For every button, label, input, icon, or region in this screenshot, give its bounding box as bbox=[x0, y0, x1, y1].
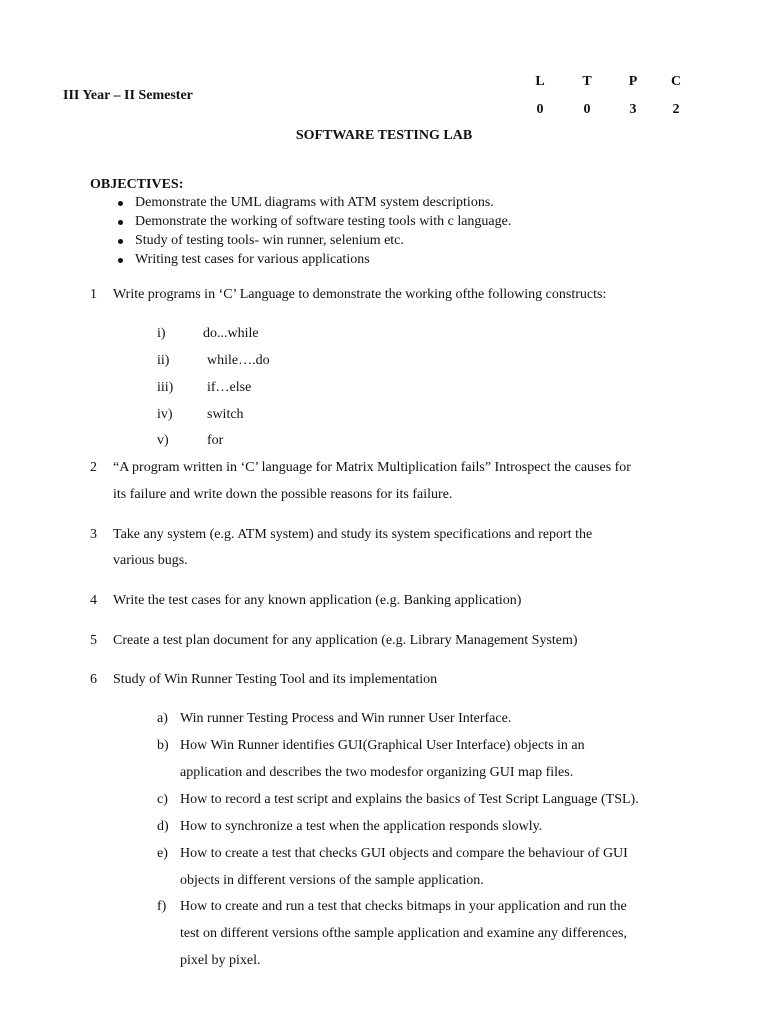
construct-text: for bbox=[207, 433, 224, 448]
exercise-text: its failure and write down the possible reasons for its failure. bbox=[113, 487, 453, 502]
exercise-number: 5 bbox=[90, 633, 97, 648]
subtask-text: How to record a test script and explains the basics of Test Script Language (TSL). bbox=[180, 792, 639, 807]
construct-text: do...while bbox=[203, 326, 259, 341]
exercise-number: 3 bbox=[90, 527, 97, 542]
exercise-text: Write programs in ‘C’ Language to demonstrate the working ofthe following constructs: bbox=[113, 287, 607, 302]
subtask-text: How Win Runner identifies GUI(Graphical User Interface) objects in an bbox=[180, 738, 585, 753]
construct-marker: iii) bbox=[157, 380, 174, 395]
subtask-marker: c) bbox=[157, 792, 168, 807]
exercise-text: various bugs. bbox=[113, 553, 188, 568]
subtask-text: pixel by pixel. bbox=[180, 953, 261, 968]
bullet-icon bbox=[118, 239, 123, 244]
subtask-text: objects in different versions of the sample application. bbox=[180, 873, 484, 888]
exercise-text: “A program written in ‘C’ language for Matrix Multiplication fails” Introspect the causes for bbox=[113, 460, 631, 475]
ltpc-value-t: 0 bbox=[583, 102, 591, 117]
exercise-number: 4 bbox=[90, 593, 97, 608]
subtask-text: How to create a test that checks GUI objects and compare the behaviour of GUI bbox=[180, 846, 628, 861]
construct-marker: ii) bbox=[157, 353, 170, 368]
subtask-marker: f) bbox=[157, 899, 167, 914]
subtask-text: test on different versions ofthe sample application and examine any differences, bbox=[180, 926, 627, 941]
exercise-number: 2 bbox=[90, 460, 97, 475]
ltpc-value-c: 2 bbox=[672, 102, 680, 117]
construct-marker: i) bbox=[157, 326, 166, 341]
bullet-icon bbox=[118, 201, 123, 206]
subtask-text: application and describes the two modesfor organizing GUI map files. bbox=[180, 765, 574, 780]
exercise-text: Create a test plan document for any application (e.g. Library Management System) bbox=[113, 633, 578, 648]
exercise-text: Take any system (e.g. ATM system) and study its system specifications and report the bbox=[113, 527, 593, 542]
exercise-number: 1 bbox=[90, 287, 97, 302]
exercise-text: Study of Win Runner Testing Tool and its implementation bbox=[113, 672, 438, 687]
ltpc-label-c: C bbox=[670, 74, 682, 89]
bullet-icon bbox=[118, 258, 123, 263]
semester-label: III Year – II Semester bbox=[63, 88, 193, 103]
subtask-text: How to synchronize a test when the application responds slowly. bbox=[180, 819, 543, 834]
construct-text: switch bbox=[207, 407, 244, 422]
objectives-heading: OBJECTIVES: bbox=[90, 177, 184, 192]
subtask-marker: e) bbox=[157, 846, 168, 861]
page-title: SOFTWARE TESTING LAB bbox=[295, 128, 473, 143]
construct-text: while….do bbox=[207, 353, 270, 368]
ltpc-label-t: T bbox=[582, 74, 592, 89]
bullet-icon bbox=[118, 220, 123, 225]
subtask-marker: a) bbox=[157, 711, 168, 726]
subtask-marker: d) bbox=[157, 819, 169, 834]
construct-marker: v) bbox=[157, 433, 169, 448]
exercise-text: Write the test cases for any known application (e.g. Banking application) bbox=[113, 593, 522, 608]
subtask-text: Win runner Testing Process and Win runner User Interface. bbox=[180, 711, 512, 726]
exercise-number: 6 bbox=[90, 672, 97, 687]
construct-marker: iv) bbox=[157, 407, 173, 422]
construct-text: if…else bbox=[207, 380, 252, 395]
document-page: III Year – II Semester L T P C 0 0 3 2 SOFTWARE TESTING LAB OBJECTIVES: Demonstrate the UML diagrams with ATM system descriptions. Demonstrate the working of software testing tools with c language. Study of testing tools- win runner, selenium etc. Writing test cases for various applications 1 Write programs in ‘C’ Language to demonstrate the working ofthe following constructs: i) do...while ii) while….do iii) if…else iv) switch v) for 2 “A program written in ‘C’ language for Matrix Multiplication fails” Introspect the causes for its failure and write down the possible reasons for its failure. 3 Take any system (e.g. ATM system) and study its system specifications and report the various bugs. 4 Write the test cases for any known application (e.g. Banking application) 5 Create a test plan document for any application (e.g. Library Management System) 6 Study of Win Runner Testing Tool and its implementation a) Win runner Testing Process and Win runner User Interface. b) How Win Runner identifies GUI(Graphical User Interface) objects in an application and describes the two modesfor organizing GUI map files. c) How to record a test script and explains the basics of Test Script Language (TSL). d) How to synchronize a test when the application responds slowly. e) How to create a test that checks GUI objects and compare the behaviour of GUI objects in different versions of the sample application. f) How to create and run a test that checks bitmaps in your application and run the test on different versions ofthe sample application and examine any differences, pixel by pixel. bbox=[0, 0, 768, 1024]
subtask-marker: b) bbox=[157, 738, 169, 753]
subtask-text: How to create and run a test that checks bitmaps in your application and run the bbox=[180, 899, 627, 914]
ltpc-value-p: 3 bbox=[629, 102, 637, 117]
ltpc-label-l: L bbox=[535, 74, 545, 89]
ltpc-label-p: P bbox=[628, 74, 638, 89]
ltpc-value-l: 0 bbox=[536, 102, 544, 117]
